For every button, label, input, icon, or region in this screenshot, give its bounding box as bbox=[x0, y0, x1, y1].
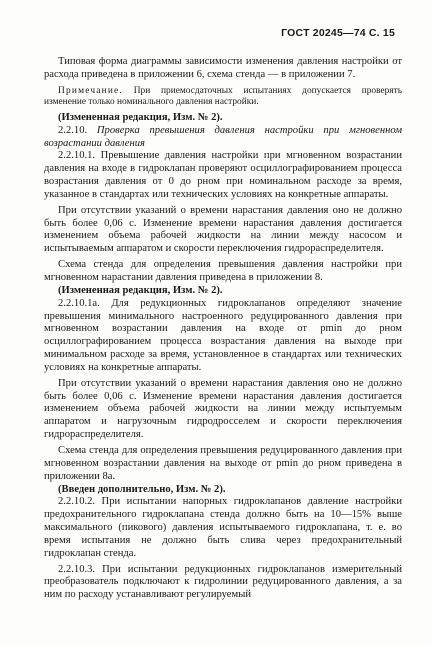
note bbox=[44, 86, 402, 109]
paragraph-scheme-1: Схема стенда для определения превышения давления настройки при мгновенном нарастании давления приведена в приложении 8. bbox=[44, 259, 402, 283]
section-title: Проверка превышения давления настройки при мгновенном возрастании давления bbox=[44, 124, 403, 149]
note-text: При приемосдаточных испытаниях допускается проверять изменение только номинального давления настройки. bbox=[44, 85, 402, 108]
paragraph-diagram: Типовая форма диаграммы зависимости изменения давления настройки от расхода приведена в приложении 6, схема стенда — в приложении 7. bbox=[44, 56, 402, 80]
paragraph-2-2-10-1a: 2.2.10.1а. Для редукционных гидроклапанов определяют значение превышения минимального настроенного редуцированного давления при мгновенном возрастании давления на входе от pmin до pном осциллографированием процесса возрастания давления на выходе при минимальном расходе за время, установленное в стандартах или технических условиях на конкретные аппараты. bbox=[44, 297, 402, 373]
paragraph-2-2-10-1: 2.2.10.1. Превышение давления настройки при мгновенном возрастании давления на входе в гидроклапан проверяют осциллографированием процесса возрастания давления от 0 до pном при номинальном расходе за время, указанное в стандартах или технических условиях на конкретные аппараты. bbox=[44, 150, 402, 200]
paragraph-2-2-10-3: 2.2.10.3. При испытании редукционных гидроклапанов измерительный преобразователь подключают к гидролинии редуцированного давления, а за ним по расходу устанавливают регулируемый bbox=[44, 563, 402, 601]
paragraph-scheme-2: Схема стенда для определения превышения редуцированного давления при мгновенном возрастании давления на выходе от pmin до pном приведена в приложении 8а. bbox=[44, 444, 402, 482]
paragraph-absence-2: При отсутствии указаний о времени нарастания давления оно не должно быть более 0,06 с. Изменение времени нарастания давления достигается изменением объема рабочей жидкости на линии между испытуемым аппаратом и нагрузочным гидродросселем и скорости переключения гидрораспределителя. bbox=[44, 377, 402, 441]
paragraph-absence-1: При отсутствии указаний о времени нарастания давления оно не должно быть более 0,06 с. Изменение времени нарастания давления достигается изменением объема рабочей жидкости на линии между насосом и испытываемым аппаратом и скорости переключения гидрораспределителя. bbox=[44, 204, 402, 255]
section-heading-2-2-10 bbox=[44, 125, 402, 151]
added-note: (Введен дополнительно, Изм. № 2). bbox=[58, 483, 226, 495]
page-header: ГОСТ 20245—74 С. 15 bbox=[281, 27, 395, 39]
note-label: Примечание. bbox=[58, 85, 123, 96]
revision-note: (Измененная редакция, Изм. № 2). bbox=[58, 111, 223, 123]
section-number: 2.2.10. bbox=[58, 124, 97, 136]
revision-note: (Измененная редакция, Изм. № 2). bbox=[58, 284, 223, 296]
document-body bbox=[44, 56, 402, 602]
paragraph-2-2-10-2: 2.2.10.2. При испытании напорных гидроклапанов давление настройки предохранительного гидроклапана стенда должно быть на 10—15% выше максимального (пикового) давления испытываемого гидроклапана, т. е. во время испытания не должно быть слива через предохранительный гидроклапан стенда. bbox=[44, 496, 402, 559]
